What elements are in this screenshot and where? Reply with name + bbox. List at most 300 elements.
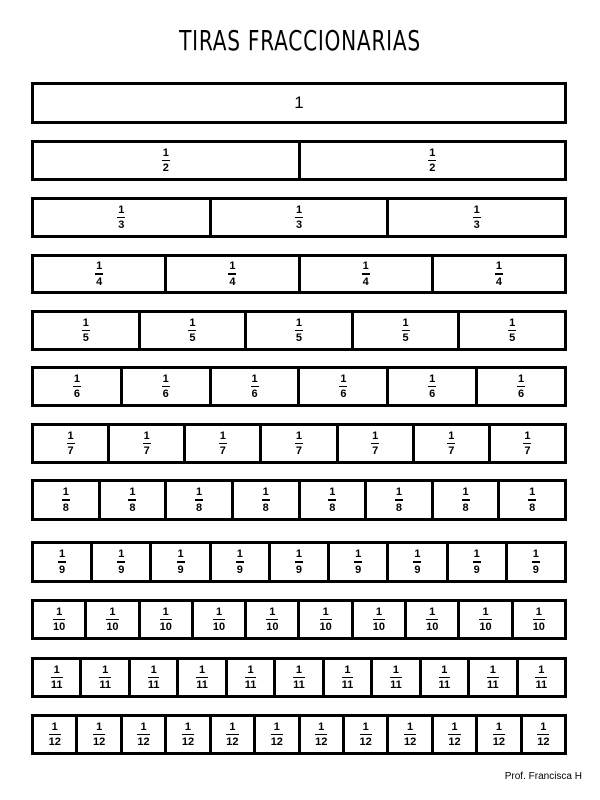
fraction-denominator: 5 (189, 332, 196, 345)
fraction-denominator: 4 (495, 275, 502, 288)
fraction-cell (191, 602, 244, 637)
fraction-bar (137, 734, 149, 736)
fraction-denominator: 6 (162, 388, 169, 401)
fraction-denominator: 5 (402, 332, 409, 345)
fraction-label (439, 664, 451, 692)
fraction-label (226, 721, 238, 749)
fraction-denominator: 11 (293, 679, 305, 692)
fraction-bar (462, 499, 470, 501)
fraction-numerator: 1 (495, 260, 502, 273)
fraction-bar (295, 217, 303, 219)
fraction-denominator: 7 (143, 445, 150, 458)
fraction-bar (82, 330, 90, 332)
fraction-denominator: 9 (473, 563, 480, 576)
fraction-numerator: 1 (322, 605, 329, 618)
fraction-denominator: 6 (73, 388, 80, 401)
fraction-numerator: 1 (509, 316, 516, 329)
fraction-label (177, 548, 185, 576)
fraction-numerator: 1 (395, 486, 402, 499)
fraction-numerator: 1 (532, 548, 539, 561)
fraction-cell (351, 313, 458, 348)
fraction-bar (226, 734, 238, 736)
fraction-cell (520, 717, 564, 752)
fraction-numerator: 1 (429, 372, 436, 385)
strip-10 (31, 599, 567, 640)
fraction-bar (533, 619, 545, 621)
fraction-label (295, 548, 303, 576)
fraction-denominator: 9 (295, 563, 303, 576)
fraction-cell (79, 660, 127, 695)
fraction-label (82, 317, 90, 345)
fraction-denominator: 3 (118, 219, 125, 232)
fraction-denominator: 11 (196, 679, 208, 692)
fraction-denominator: 9 (355, 563, 362, 576)
fraction-numerator: 1 (429, 605, 436, 618)
fraction-label (162, 373, 170, 401)
fraction-label (117, 204, 125, 232)
fraction-denominator: 12 (270, 736, 283, 749)
strip-whole (31, 82, 567, 124)
fraction-numerator: 1 (59, 548, 66, 561)
fraction-denominator: 10 (479, 621, 492, 634)
fraction-cell (467, 660, 515, 695)
fraction-denominator: 12 (537, 736, 550, 749)
fraction-numerator: 1 (56, 605, 63, 618)
fraction-cell (297, 602, 350, 637)
fraction-label (535, 664, 547, 692)
fraction-denominator: 11 (50, 679, 63, 692)
fraction-cell (322, 660, 370, 695)
fraction-bar (523, 443, 531, 445)
fraction-denominator: 11 (535, 679, 548, 692)
fraction-label (148, 664, 160, 692)
fraction-label (447, 430, 455, 458)
fraction-numerator: 1 (441, 663, 448, 676)
fraction-label (62, 486, 70, 514)
fraction-cell (183, 426, 259, 461)
fraction-label (371, 430, 379, 458)
fraction-denominator: 12 (93, 736, 106, 749)
fraction-numerator: 1 (318, 720, 325, 733)
fraction-bar (219, 443, 227, 445)
fraction-bar (271, 734, 283, 736)
fraction-cell (364, 482, 431, 518)
fraction-bar (428, 386, 436, 388)
fraction-denominator: 11 (390, 679, 402, 692)
fraction-bar (390, 677, 402, 679)
fraction-label (428, 147, 436, 175)
fraction-label (426, 606, 438, 634)
fraction-numerator: 1 (73, 372, 80, 385)
fraction-bar (315, 734, 327, 736)
fraction-cell (244, 313, 351, 348)
fraction-numerator: 1 (295, 663, 303, 676)
fraction-bar (117, 217, 125, 219)
fraction-cell (84, 602, 137, 637)
fraction-cell (138, 602, 191, 637)
fraction-bar (537, 734, 549, 736)
fraction-label (373, 606, 385, 634)
fraction-cell (75, 717, 119, 752)
fraction-numerator: 1 (489, 663, 496, 676)
strip-6 (31, 366, 567, 407)
fraction-cell (34, 257, 164, 291)
fraction-label (51, 664, 63, 692)
fraction-numerator: 1 (414, 548, 421, 561)
fraction-bar (293, 677, 305, 679)
fraction-cell (34, 660, 79, 695)
fraction-denominator: 9 (177, 563, 184, 576)
fraction-numerator: 1 (51, 720, 58, 733)
fraction-bar (532, 561, 540, 563)
fraction-cell (34, 200, 209, 235)
fraction-label (117, 548, 125, 576)
fraction-cell (259, 426, 335, 461)
fraction-numerator: 1 (429, 146, 436, 159)
fraction-label (213, 606, 225, 634)
fraction-numerator: 1 (362, 720, 369, 733)
fraction-numerator: 1 (295, 548, 303, 561)
fraction-denominator: 10 (319, 621, 332, 634)
fraction-cell (128, 660, 176, 695)
fraction-numerator: 1 (448, 429, 455, 442)
fraction-bar (402, 330, 410, 332)
fraction-numerator: 1 (538, 663, 545, 676)
fraction-bar (177, 561, 185, 563)
fraction-label (473, 548, 481, 576)
fraction-denominator: 5 (509, 332, 516, 345)
fraction-numerator: 1 (236, 548, 243, 561)
fraction-bar (448, 734, 460, 736)
fraction-cell (138, 313, 245, 348)
fraction-denominator: 5 (82, 332, 89, 345)
fraction-bar (508, 330, 516, 332)
fraction-denominator: 10 (212, 621, 226, 634)
fraction-label (537, 721, 549, 749)
fraction-bar (213, 619, 225, 621)
fraction-bar (342, 677, 354, 679)
fraction-label (188, 317, 196, 345)
fraction-label (49, 721, 61, 749)
fraction-label (495, 260, 503, 288)
fraction-bar (99, 677, 111, 679)
fraction-denominator: 6 (429, 388, 436, 401)
fraction-label (219, 430, 227, 458)
fraction-label (245, 664, 257, 692)
fraction-label (195, 486, 203, 514)
fraction-denominator: 12 (137, 736, 150, 749)
fraction-numerator: 1 (524, 429, 531, 442)
strip-11 (31, 657, 567, 698)
fraction-bar (473, 561, 481, 563)
fraction-cell (34, 313, 138, 348)
fraction-cell (225, 660, 273, 695)
fraction-label (295, 204, 303, 232)
fraction-numerator: 1 (402, 316, 409, 329)
fraction-cell (164, 482, 231, 518)
fraction-label (487, 664, 499, 692)
fraction-bar (295, 561, 303, 563)
fraction-label (293, 664, 305, 692)
fraction-bar (49, 734, 61, 736)
author-credit: Prof. Francisca H (504, 771, 582, 782)
fraction-bar (128, 499, 136, 501)
fraction-denominator: 2 (162, 162, 169, 175)
fraction-bar (188, 330, 196, 332)
fraction-label (413, 548, 421, 576)
fraction-bar (447, 443, 455, 445)
fraction-bar (62, 499, 70, 501)
fraction-label (448, 721, 460, 749)
fraction-bar (58, 561, 66, 563)
fraction-cell (457, 602, 510, 637)
fraction-cell (107, 426, 183, 461)
fraction-cell (488, 426, 564, 461)
fraction-bar (162, 386, 170, 388)
fraction-label (182, 721, 194, 749)
fraction-bar (360, 734, 372, 736)
fraction-denominator: 11 (438, 679, 451, 692)
fraction-cell (336, 426, 412, 461)
fraction-bar (236, 561, 244, 563)
fraction-cell (386, 544, 445, 580)
fraction-cell (297, 369, 386, 404)
fraction-cell (419, 660, 467, 695)
fraction-label (360, 721, 372, 749)
fraction-numerator: 1 (344, 663, 351, 676)
fraction-cell (327, 544, 386, 580)
fraction-numerator: 1 (355, 548, 362, 561)
fraction-bar (517, 386, 525, 388)
fraction-bar (487, 677, 499, 679)
fraction-label (395, 486, 403, 514)
fraction-bar (493, 734, 505, 736)
fraction-cell (231, 482, 298, 518)
fraction-cell (351, 602, 404, 637)
fraction-numerator: 1 (482, 605, 489, 618)
fraction-cell (176, 660, 224, 695)
fraction-bar (251, 386, 259, 388)
fraction-denominator: 10 (532, 621, 545, 634)
fraction-denominator: 12 (181, 736, 195, 749)
fraction-denominator: 7 (372, 445, 379, 458)
fraction-numerator: 1 (540, 720, 547, 733)
fraction-numerator: 1 (295, 203, 303, 216)
fraction-numerator: 1 (143, 429, 150, 442)
fraction-cell (120, 717, 164, 752)
fraction-label (533, 606, 545, 634)
fraction-label (473, 204, 481, 232)
fraction-bar (339, 386, 347, 388)
fraction-numerator: 1 (495, 720, 502, 733)
fraction-denominator: 7 (219, 445, 226, 458)
fraction-label (328, 486, 336, 514)
fraction-bar (373, 619, 385, 621)
fraction-label (262, 486, 270, 514)
fraction-numerator: 1 (375, 605, 382, 618)
fraction-numerator: 1 (62, 486, 69, 499)
fraction-label (73, 373, 81, 401)
fraction-bar (245, 677, 257, 679)
fraction-bar (328, 499, 336, 501)
fraction-numerator: 1 (392, 663, 399, 676)
fraction-label (339, 373, 347, 401)
fraction-label (390, 664, 402, 692)
fraction-label (354, 548, 362, 576)
fraction-cell (120, 369, 209, 404)
strip-4 (31, 254, 567, 294)
fraction-cell (298, 143, 565, 178)
fraction-denominator: 10 (266, 621, 279, 634)
fraction-cell (34, 717, 75, 752)
fraction-numerator: 1 (535, 605, 542, 618)
fraction-denominator: 7 (67, 445, 74, 458)
fraction-bar (528, 499, 536, 501)
fraction-bar (51, 677, 63, 679)
fraction-numerator: 1 (199, 663, 206, 676)
fraction-cell (412, 426, 488, 461)
fraction-cell (244, 602, 297, 637)
fraction-numerator: 1 (162, 372, 169, 385)
fraction-numerator: 1 (82, 316, 89, 329)
fraction-label (67, 430, 75, 458)
fraction-denominator: 10 (106, 621, 119, 634)
fraction-cell (298, 717, 342, 752)
fraction-cell (34, 369, 120, 404)
fraction-label (93, 721, 105, 749)
fraction-bar (160, 619, 172, 621)
fraction-denominator: 8 (196, 501, 203, 514)
fraction-bar (495, 273, 503, 275)
fraction-bar (295, 443, 303, 445)
fraction-cell (386, 717, 430, 752)
fraction-bar (162, 160, 170, 162)
fraction-numerator: 1 (215, 605, 223, 618)
fraction-cell (164, 257, 297, 291)
fraction-numerator: 1 (96, 720, 103, 733)
fraction-denominator: 4 (96, 275, 103, 288)
fraction-bar (228, 273, 236, 275)
fraction-cell (209, 369, 298, 404)
fraction-denominator: 9 (118, 563, 125, 576)
fraction-bar (53, 619, 65, 621)
fraction-bar (362, 273, 370, 275)
fraction-denominator: 7 (524, 445, 531, 458)
fraction-label (143, 430, 151, 458)
fraction-numerator: 1 (372, 429, 379, 442)
fraction-numerator: 1 (177, 548, 184, 561)
fraction-numerator: 1 (162, 605, 169, 618)
fraction-cell (516, 660, 564, 695)
strip-12 (31, 714, 567, 755)
fraction-numerator: 1 (473, 548, 480, 561)
fraction-denominator: 8 (129, 501, 136, 514)
fraction-label (266, 606, 278, 634)
fraction-label (493, 721, 505, 749)
fraction-bar (395, 499, 403, 501)
strip-3 (31, 197, 567, 238)
fraction-numerator: 1 (295, 316, 303, 329)
fraction-label (106, 606, 118, 634)
fraction-label (362, 260, 370, 288)
fraction-denominator: 11 (147, 679, 160, 692)
fraction-label (196, 664, 208, 692)
fraction-label (99, 664, 111, 692)
fraction-denominator: 12 (48, 736, 61, 749)
fraction-numerator: 1 (102, 663, 109, 676)
fraction-label (342, 664, 354, 692)
fraction-bar (73, 386, 81, 388)
fraction-numerator: 1 (184, 720, 192, 733)
fraction-denominator: 4 (362, 275, 369, 288)
fraction-cell (457, 313, 564, 348)
fraction-cell (446, 544, 505, 580)
fraction-label (160, 606, 172, 634)
fraction-numerator: 1 (229, 260, 236, 273)
fraction-cell (298, 257, 431, 291)
fraction-label (53, 606, 65, 634)
fraction-label (58, 548, 66, 576)
fraction-label (137, 721, 149, 749)
fraction-bar (426, 619, 438, 621)
fraction-label (95, 260, 103, 288)
fraction-numerator: 1 (529, 486, 536, 499)
fraction-label (162, 147, 170, 175)
fraction-numerator: 1 (129, 486, 136, 499)
fraction-label (228, 260, 236, 288)
fraction-denominator: 12 (448, 736, 461, 749)
fraction-denominator: 3 (295, 219, 303, 232)
fraction-denominator: 12 (315, 736, 328, 749)
fraction-numerator: 1 (451, 720, 458, 733)
fraction-numerator: 1 (262, 486, 269, 499)
fraction-label (428, 373, 436, 401)
fraction-bar (106, 619, 118, 621)
fraction-bar (413, 561, 421, 563)
fraction-bar (535, 677, 547, 679)
fraction-bar (320, 619, 332, 621)
fraction-denominator: 4 (229, 275, 236, 288)
fraction-numerator: 1 (219, 429, 226, 442)
fraction-bar (117, 561, 125, 563)
fraction-label (295, 430, 303, 458)
fraction-bar (473, 217, 481, 219)
fraction-numerator: 1 (109, 605, 116, 618)
fraction-denominator: 10 (372, 621, 386, 634)
page-title: TIRAS FRACCIONARIAS (179, 24, 421, 57)
fraction-denominator: 12 (359, 736, 372, 749)
fraction-denominator: 12 (226, 736, 239, 749)
fraction-label (128, 486, 136, 514)
fraction-cell (404, 602, 457, 637)
fraction-cell (34, 426, 107, 461)
fraction-cell (98, 482, 165, 518)
fraction-denominator: 9 (59, 563, 66, 576)
fraction-cell (209, 717, 253, 752)
fraction-cell (298, 482, 365, 518)
fraction-denominator: 3 (473, 219, 480, 232)
cell-whole (34, 85, 564, 121)
fraction-numerator: 1 (295, 429, 303, 442)
fraction-denominator: 10 (159, 621, 172, 634)
fraction-bar (195, 499, 203, 501)
fraction-bar (354, 561, 362, 563)
fraction-cell (342, 717, 386, 752)
fraction-label (462, 486, 470, 514)
fraction-numerator: 1 (273, 720, 280, 733)
fraction-cell (273, 660, 321, 695)
fraction-numerator: 1 (118, 548, 125, 561)
